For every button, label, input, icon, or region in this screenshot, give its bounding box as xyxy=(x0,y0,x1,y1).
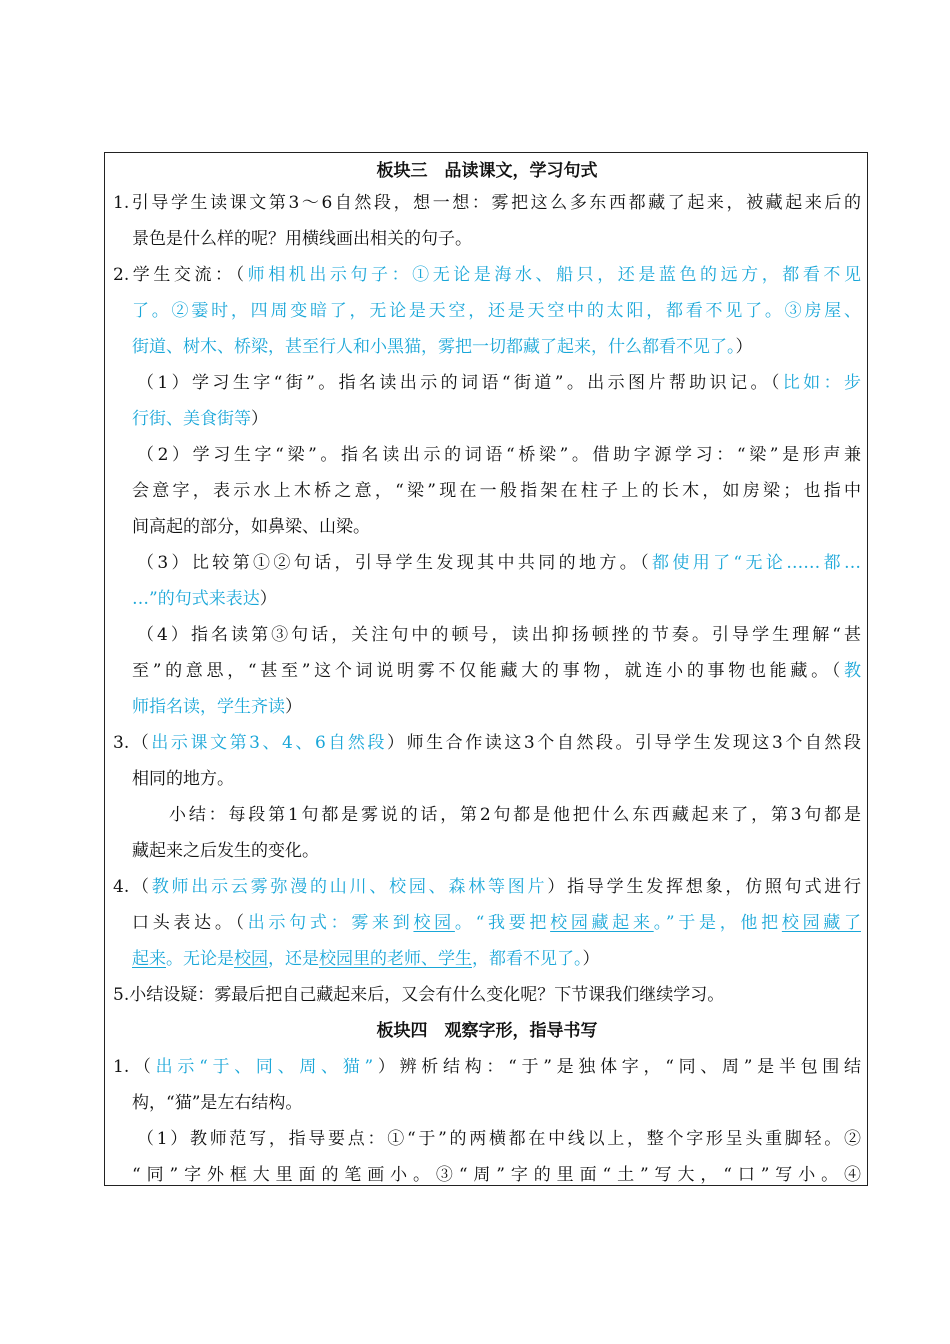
teacher-note: …”的句式来表达 xyxy=(132,589,260,609)
s3-item1-line2: 景色是什么样的呢？用横线画出相关的句子。 xyxy=(132,229,472,249)
s3-item2-line2 xyxy=(105,293,868,329)
teacher-note: 教师出示云雾弥漫的山川、校园、森林等图片 xyxy=(151,877,548,897)
section4-heading: 板块四 观察字形，指导书写 xyxy=(376,1021,598,1041)
teacher-note: 比如：步 xyxy=(782,373,861,393)
s4-sub1-line2: “同”字外框大里面的笔画小。③“周”字的里面“土”写大，“口”写小。④ xyxy=(132,1165,861,1185)
s3-item4-line2: 口头表达。（出示句式：雾来到校园。“我要把校园藏起来。”于是，他把校园藏了 xyxy=(132,913,861,933)
teacher-note: 出示课文第3、4、6自然段 xyxy=(151,733,388,753)
s3-item3-line2: 相同的地方。 xyxy=(132,769,234,789)
teacher-note: 行街、美食街等 xyxy=(132,409,251,429)
teacher-note: 都使用了“无论……都… xyxy=(651,553,861,573)
teacher-note: 街道、树木、桥梁，甚至行人和小黑猫，雾把一切都藏了起来，什么都看不见了。 xyxy=(132,337,736,357)
lesson-plan-table xyxy=(104,152,868,1186)
s3-sub3-line1: （3）比较第①②句话，引导学生发现其中共同的地方。（都使用了“无论……都… xyxy=(137,553,861,573)
s3-sub2-line2: 会意字，表示水上木桥之意，“梁”现在一般指架在柱子上的长木，如房梁；也指中 xyxy=(132,481,861,501)
s3-item2-line3: 街道、树木、桥梁，甚至行人和小黑猫，雾把一切都藏了起来，什么都看不见了。） xyxy=(132,337,753,357)
s3-summary-line1: 小结：每段第1句都是雾说的话，第2句都是他把什么东西藏起来了，第3句都是 xyxy=(169,805,861,825)
s3-sub3-line2: …”的句式来表达） xyxy=(132,589,277,609)
teacher-note: 师相机出示句子：①无论是海水、船只，还是蓝色的远方，都看不见 xyxy=(247,265,861,285)
s3-sub2-line1: （2）学习生字“梁”。指名读出示的词语“桥梁”。借助字源学习：“梁”是形声兼 xyxy=(137,445,861,465)
s3-item4-line1: 4.（教师出示云雾弥漫的山川、校园、森林等图片）指导学生发挥想象，仿照句式进行 xyxy=(113,877,862,897)
s3-sub2-line3: 间高起的部分，如鼻梁、山梁。 xyxy=(132,517,370,537)
teacher-note: 了。②霎时，四周变暗了，无论是天空，还是天空中的太阳，都看不见了。③房屋、 xyxy=(132,301,861,321)
s3-item3-line1: 3.（出示课文第3、4、6自然段）师生合作读这3个自然段。引导学生发现这3个自然段 xyxy=(113,733,861,753)
s3-sub4-line1: （4）指名读第③句话，关注句中的顿号，读出抑扬顿挫的节奏。引导学生理解“甚 xyxy=(137,625,861,645)
s3-sub1-line1: （1）学习生字“街”。指名读出示的词语“街道”。出示图片帮助识记。（比如：步 xyxy=(137,373,861,393)
s4-item1-line1: 1.（出示“于、同、周、猫”）辨析结构：“于”是独体字，“同、周”是半包围结 xyxy=(113,1057,861,1077)
s4-item1-line2: 构，“猫”是左右结构。 xyxy=(132,1093,303,1113)
teacher-note: 出示“于、同、周、猫” xyxy=(155,1057,374,1077)
teacher-note: 教 xyxy=(844,661,861,681)
s3-item5: 5.小结设疑：雾最后把自己藏起来后，又会有什么变化呢？下节课我们继续学习。 xyxy=(113,985,725,1005)
s3-sub4-line3: 师指名读，学生齐读） xyxy=(132,697,302,717)
s3-item2-line1: 2.学生交流：（师相机出示句子：①无论是海水、船只，还是蓝色的远方，都看不见 xyxy=(113,265,861,285)
s3-sub4-line2: 至”的意思，“甚至”这个词说明雾不仅能藏大的事物，就连小的事物也能藏。（教 xyxy=(132,661,861,681)
teacher-note: 师指名读，学生齐读 xyxy=(132,697,285,717)
s3-item4-line3: 起来。无论是校园，还是校园里的老师、学生，都看不见了。） xyxy=(132,949,600,969)
section3-heading: 板块三 品读课文，学习句式 xyxy=(376,161,598,181)
s3-sub1-line2: 行街、美食街等） xyxy=(132,409,268,429)
s3-item1-line1: 1.引导学生读课文第3～6自然段，想一想：雾把这么多东西都藏了起来，被藏起来后的 xyxy=(113,193,861,213)
s3-summary-line2: 藏起来之后发生的变化。 xyxy=(132,841,319,861)
s4-sub1-line1: （1）教师范写，指导要点：①“于”的两横都在中线以上，整个字形呈头重脚轻。② xyxy=(137,1129,861,1149)
